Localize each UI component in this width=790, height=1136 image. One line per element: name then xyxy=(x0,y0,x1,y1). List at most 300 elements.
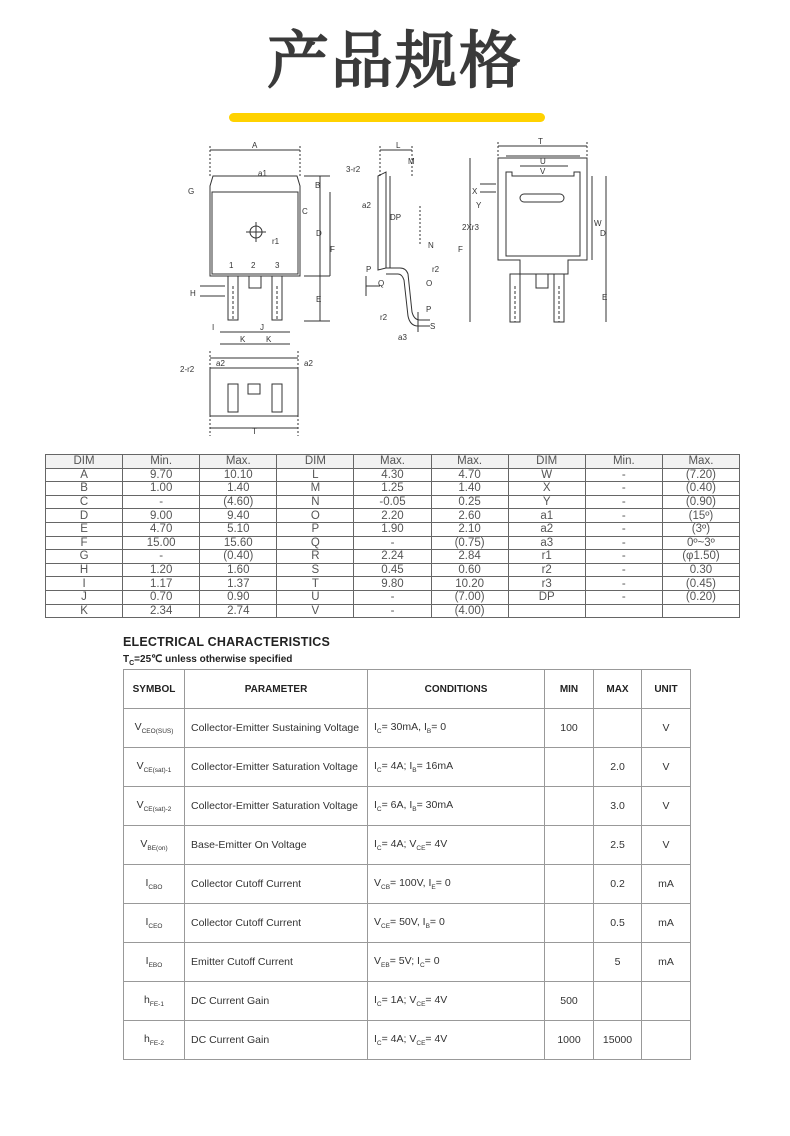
dimension-header-cell: DIM xyxy=(46,455,123,469)
dimension-cell: DP xyxy=(508,590,585,604)
condition-value: = 4A; xyxy=(381,1032,410,1045)
condition-symbol: V xyxy=(374,876,382,889)
dimension-cell: (3º) xyxy=(662,522,739,536)
symbol-cell xyxy=(124,1021,185,1060)
dimension-cell: 2.84 xyxy=(431,550,508,564)
dimension-cell: (φ1.50) xyxy=(662,550,739,564)
electrical-header-cell: MAX xyxy=(594,670,642,709)
dim-label-w: W xyxy=(594,219,602,228)
unit-cell: V xyxy=(642,748,691,787)
dim-label-m: M xyxy=(408,157,415,166)
max-cell: 15000 xyxy=(594,1021,642,1060)
condition-value: = 4A; xyxy=(381,837,410,850)
dim-label-f: F xyxy=(330,245,335,254)
dimension-cell: 4.30 xyxy=(354,468,431,482)
dim-label-s: S xyxy=(430,322,436,331)
condition-symbol: I xyxy=(423,720,427,733)
side-view xyxy=(366,146,433,332)
dimension-cell: (4.00) xyxy=(431,604,508,618)
electrical-row xyxy=(124,1021,691,1060)
min-cell xyxy=(545,943,594,982)
electrical-title: ELECTRICAL CHARACTERISTICS xyxy=(123,635,331,649)
dimension-cell: - xyxy=(585,590,662,604)
condition-subscript: C xyxy=(376,1001,382,1009)
dimension-cell: 10.20 xyxy=(431,577,508,591)
dimension-cell: (0.45) xyxy=(662,577,739,591)
symbol-subscript: CBO xyxy=(148,884,163,892)
dim-label-3r2: 3-r2 xyxy=(346,165,361,174)
dim-label-l: L xyxy=(396,141,401,150)
dimension-cell: - xyxy=(585,550,662,564)
dimension-cell: 0º~3º xyxy=(662,536,739,550)
condition-value: = 6A, xyxy=(381,798,410,811)
electrical-row xyxy=(124,904,691,943)
parameter-cell: Collector Cutoff Current xyxy=(185,904,368,943)
dimension-cell: 0.30 xyxy=(662,563,739,577)
dimension-cell: 2.34 xyxy=(123,604,200,618)
dim-label-a2: a2 xyxy=(362,201,371,210)
dimension-cell: 1.00 xyxy=(123,482,200,496)
condition-subscript: C xyxy=(376,1040,382,1048)
parameter-cell: Collector Cutoff Current xyxy=(185,865,368,904)
dimension-cell: F xyxy=(46,536,123,550)
condition-symbol: I xyxy=(374,837,377,850)
dimension-cell: 1.17 xyxy=(123,577,200,591)
condition-subscript: CE xyxy=(416,1001,426,1009)
dim-label-n: N xyxy=(428,241,434,250)
dimension-cell: 10.10 xyxy=(200,468,277,482)
dimension-cell: 2.20 xyxy=(354,509,431,523)
condition-subscript: E xyxy=(431,884,436,892)
dim-label-2xr3: 2Xr3 xyxy=(462,223,479,232)
dimension-cell: 4.70 xyxy=(123,522,200,536)
condition-symbol: V xyxy=(374,954,382,967)
dimension-cell: 0.45 xyxy=(354,563,431,577)
dimension-row xyxy=(46,482,740,496)
dimension-cell xyxy=(508,604,585,618)
parameter-cell: Collector-Emitter Saturation Voltage xyxy=(185,748,368,787)
dimension-row xyxy=(46,468,740,482)
max-cell: 5 xyxy=(594,943,642,982)
dimension-cell: a1 xyxy=(508,509,585,523)
dimension-cell: - xyxy=(585,577,662,591)
dim-label-b: B xyxy=(315,181,321,190)
dim-label-i: I xyxy=(212,323,215,332)
dimension-cell: (0.20) xyxy=(662,590,739,604)
unit-cell: mA xyxy=(642,943,691,982)
condition-symbol: I xyxy=(409,798,413,811)
dimension-row xyxy=(46,577,740,591)
dimension-cell: S xyxy=(277,563,354,577)
electrical-header-cell: SYMBOL xyxy=(124,670,185,709)
dimension-header-cell: Min. xyxy=(585,455,662,469)
condition-subscript: C xyxy=(376,728,382,736)
electrical-row xyxy=(124,943,691,982)
max-cell: 2.0 xyxy=(594,748,642,787)
condition-symbol: V xyxy=(409,1032,417,1045)
dimension-cell: P xyxy=(277,522,354,536)
dimension-cell: - xyxy=(123,550,200,564)
condition-subscript: C xyxy=(419,962,425,970)
dimension-cell: 0.90 xyxy=(200,590,277,604)
condition-symbol: I xyxy=(374,720,377,733)
condition-subscript: B xyxy=(412,767,417,775)
dimension-cell: - xyxy=(123,495,200,509)
dimension-cell: 0.25 xyxy=(431,495,508,509)
condition-symbol: I xyxy=(409,759,413,772)
dimension-cell: r1 xyxy=(508,550,585,564)
dimension-cell: 1.40 xyxy=(200,482,277,496)
dimension-header-cell: Max. xyxy=(431,455,508,469)
dimension-cell: H xyxy=(46,563,123,577)
package-outline-drawing xyxy=(180,136,620,436)
electrical-row xyxy=(124,865,691,904)
dimension-cell: Y xyxy=(508,495,585,509)
dimension-header-cell: Max. xyxy=(200,455,277,469)
condition-value: = 100V, xyxy=(390,876,429,889)
condition-value: = 4V xyxy=(425,837,448,850)
back-view xyxy=(470,142,606,322)
conditions-cell xyxy=(368,787,545,826)
condition-subscript: CE xyxy=(381,923,391,931)
electrical-header-cell: MIN xyxy=(545,670,594,709)
dimension-row xyxy=(46,495,740,509)
condition-subscript: CE xyxy=(416,845,426,853)
dimension-cell: r3 xyxy=(508,577,585,591)
min-cell xyxy=(545,904,594,943)
condition-subscript: CE xyxy=(416,1040,426,1048)
dimension-row xyxy=(46,536,740,550)
condition-symbol: I xyxy=(422,915,426,928)
dimension-cell: 9.40 xyxy=(200,509,277,523)
dimension-cell: (4.60) xyxy=(200,495,277,509)
dimension-cell: 9.80 xyxy=(354,577,431,591)
dimension-row xyxy=(46,563,740,577)
dimension-cell: (15º) xyxy=(662,509,739,523)
dimension-row xyxy=(46,604,740,618)
dimension-cell: 1.25 xyxy=(354,482,431,496)
condition-subscript: CB xyxy=(381,884,391,892)
dimension-cell xyxy=(662,604,739,618)
dimension-cell: 2.10 xyxy=(431,522,508,536)
dim-label-p2: P xyxy=(426,305,432,314)
symbol-subscript: CEO(SUS) xyxy=(141,728,174,736)
symbol-cell xyxy=(124,943,185,982)
dim-label-dp: DP xyxy=(390,213,402,222)
condition-symbol: I xyxy=(374,798,377,811)
dimension-cell: - xyxy=(354,590,431,604)
dim-label-y: Y xyxy=(476,201,482,210)
symbol-text: h xyxy=(144,993,150,1006)
dimension-header-cell: Max. xyxy=(354,455,431,469)
condition-value: = 5V; xyxy=(389,954,418,967)
symbol-subscript: BE(on) xyxy=(147,845,168,853)
dim-label-k: K xyxy=(240,335,246,344)
dimension-cell: N xyxy=(277,495,354,509)
dim-label-h: H xyxy=(190,289,196,298)
dimension-cell: G xyxy=(46,550,123,564)
min-cell: 1000 xyxy=(545,1021,594,1060)
dim-label-j: J xyxy=(260,323,264,332)
dimension-cell: - xyxy=(585,482,662,496)
conditions-cell xyxy=(368,865,545,904)
unit-cell xyxy=(642,982,691,1021)
symbol-cell xyxy=(124,826,185,865)
electrical-condition: $T_C=25℃$ unless otherwise specified xyxy=(123,654,293,667)
condition-value: = 1A; xyxy=(381,993,410,1006)
dimension-cell: E xyxy=(46,522,123,536)
symbol-text: I xyxy=(145,915,149,928)
pin-label-3: 3 xyxy=(275,261,280,270)
dimension-cell: I xyxy=(46,577,123,591)
dimension-cell: - xyxy=(354,604,431,618)
dimension-cell: V xyxy=(277,604,354,618)
conditions-cell xyxy=(368,826,545,865)
min-cell: 100 xyxy=(545,709,594,748)
electrical-row xyxy=(124,982,691,1021)
dimension-cell: - xyxy=(585,563,662,577)
electrical-table xyxy=(123,669,691,1060)
dimension-cell: a3 xyxy=(508,536,585,550)
electrical-row xyxy=(124,709,691,748)
dimension-cell: (0.90) xyxy=(662,495,739,509)
dimension-cell: M xyxy=(277,482,354,496)
condition-value: = 4V xyxy=(425,1032,448,1045)
dim-label-t: T xyxy=(538,137,543,146)
dimension-cell: 0.70 xyxy=(123,590,200,604)
symbol-cell xyxy=(124,865,185,904)
parameter-cell: Emitter Cutoff Current xyxy=(185,943,368,982)
condition-value: = 4A; xyxy=(381,759,410,772)
electrical-row xyxy=(124,826,691,865)
dimension-cell: (0.40) xyxy=(200,550,277,564)
dim-label-a3: a3 xyxy=(398,333,407,342)
max-cell: 3.0 xyxy=(594,787,642,826)
min-cell xyxy=(545,865,594,904)
conditions-cell xyxy=(368,709,545,748)
dimension-cell: O xyxy=(277,509,354,523)
min-cell xyxy=(545,748,594,787)
min-cell: 500 xyxy=(545,982,594,1021)
electrical-header-cell: CONDITIONS xyxy=(368,670,545,709)
symbol-text: V xyxy=(134,720,142,733)
dim-label-c: C xyxy=(302,207,308,216)
symbol-subscript: FE-1 xyxy=(149,1001,164,1009)
dimension-cell: 1.60 xyxy=(200,563,277,577)
symbol-subscript: FE-2 xyxy=(149,1040,164,1048)
condition-symbol: I xyxy=(428,876,432,889)
dimension-cell xyxy=(585,604,662,618)
dim-label-e2: E xyxy=(602,293,608,302)
symbol-cell xyxy=(124,709,185,748)
condition-symbol: V xyxy=(409,993,417,1006)
dimension-cell: X xyxy=(508,482,585,496)
symbol-text: I xyxy=(145,876,149,889)
electrical-header-row xyxy=(124,670,691,709)
symbol-cell xyxy=(124,748,185,787)
condition-value: = 0 xyxy=(424,954,440,967)
condition-subscript: C xyxy=(376,806,382,814)
dim-label-p: P xyxy=(366,265,372,274)
condition-subscript: B xyxy=(412,806,417,814)
dimension-cell: W xyxy=(508,468,585,482)
symbol-text: V xyxy=(140,837,148,850)
symbol-text: V xyxy=(136,759,144,772)
dimension-cell: 1.37 xyxy=(200,577,277,591)
dim-label-x: X xyxy=(472,187,478,196)
dimension-cell: 4.70 xyxy=(431,468,508,482)
unit-cell: mA xyxy=(642,865,691,904)
condition-symbol: V xyxy=(409,837,417,850)
dim-label-u: U xyxy=(540,157,546,166)
dim-label-d2: D xyxy=(600,229,606,238)
pin-label-2: 2 xyxy=(251,261,256,270)
conditions-cell xyxy=(368,943,545,982)
electrical-row xyxy=(124,787,691,826)
dimension-header-cell: DIM xyxy=(277,455,354,469)
symbol-subscript: CEO xyxy=(148,923,163,931)
unit-cell: V xyxy=(642,826,691,865)
dim-label-e: E xyxy=(316,295,322,304)
dimension-cell: 0.60 xyxy=(431,563,508,577)
unit-cell xyxy=(642,1021,691,1060)
conditions-cell xyxy=(368,904,545,943)
conditions-cell xyxy=(368,982,545,1021)
dimension-row xyxy=(46,509,740,523)
electrical-header-cell: UNIT xyxy=(642,670,691,709)
dimension-cell: - xyxy=(585,536,662,550)
symbol-text: V xyxy=(136,798,144,811)
dim-label-f2: F xyxy=(458,245,463,254)
condition-subscript: C xyxy=(376,767,382,775)
dimension-cell: -0.05 xyxy=(354,495,431,509)
condition-symbol: V xyxy=(374,915,382,928)
parameter-cell: Base-Emitter On Voltage xyxy=(185,826,368,865)
condition-value: = 16mA xyxy=(416,759,454,772)
dimension-header-row xyxy=(46,455,740,469)
condition-subscript: B xyxy=(426,728,432,736)
dimension-row xyxy=(46,522,740,536)
dimension-cell: 2.74 xyxy=(200,604,277,618)
symbol-subscript: CE(sat)-2 xyxy=(143,806,172,814)
dimension-cell: 2.60 xyxy=(431,509,508,523)
dimension-cell: - xyxy=(585,509,662,523)
symbol-subscript: CE(sat)-1 xyxy=(143,767,172,775)
dimension-cell: 15.00 xyxy=(123,536,200,550)
max-cell: 2.5 xyxy=(594,826,642,865)
dimension-cell: 2.24 xyxy=(354,550,431,564)
dimension-row xyxy=(46,590,740,604)
dimension-cell: 1.90 xyxy=(354,522,431,536)
dimension-cell: R xyxy=(277,550,354,564)
conditions-cell xyxy=(368,1021,545,1060)
dimension-row xyxy=(46,550,740,564)
parameter-cell: Collector-Emitter Sustaining Voltage xyxy=(185,709,368,748)
dimension-cell: 1.40 xyxy=(431,482,508,496)
condition-subscript: B xyxy=(425,923,430,931)
dimension-cell: J xyxy=(46,590,123,604)
symbol-cell xyxy=(124,787,185,826)
dimension-cell: L xyxy=(277,468,354,482)
dim-label-2r2: 2-r2 xyxy=(180,365,195,374)
dim-label-a2c: a2 xyxy=(304,359,313,368)
dim-label-r1: r1 xyxy=(272,237,280,246)
dim-label-r2: r2 xyxy=(432,265,440,274)
dimension-cell: U xyxy=(277,590,354,604)
dimension-cell: (7.20) xyxy=(662,468,739,482)
dimension-cell: - xyxy=(585,522,662,536)
dim-label-t2: T xyxy=(252,427,257,436)
dim-label-a1: a1 xyxy=(258,169,267,178)
dimension-cell: 15.60 xyxy=(200,536,277,550)
condition-value: = 4V xyxy=(425,993,448,1006)
parameter-cell: Collector-Emitter Saturation Voltage xyxy=(185,787,368,826)
max-cell xyxy=(594,709,642,748)
electrical-header-cell: PARAMETER xyxy=(185,670,368,709)
condition-value: = 0 xyxy=(431,720,447,733)
dim-label-a: A xyxy=(252,141,258,150)
condition-value: = 50V, xyxy=(390,915,423,928)
dimension-cell: (7.00) xyxy=(431,590,508,604)
max-cell: 0.2 xyxy=(594,865,642,904)
dimension-cell: 9.00 xyxy=(123,509,200,523)
dimension-cell: (0.75) xyxy=(431,536,508,550)
symbol-text: I xyxy=(145,954,149,967)
pin-label-1: 1 xyxy=(229,261,234,270)
dimension-header-cell: Min. xyxy=(123,455,200,469)
dimension-cell: - xyxy=(585,468,662,482)
dimension-cell: D xyxy=(46,509,123,523)
condition-subscript: EB xyxy=(381,962,390,970)
dimension-header-cell: Max. xyxy=(662,455,739,469)
symbol-subscript: EBO xyxy=(148,962,163,970)
dimension-cell: K xyxy=(46,604,123,618)
condition-value: = 30mA xyxy=(416,798,454,811)
dimension-cell: 5.10 xyxy=(200,522,277,536)
dimension-cell: - xyxy=(354,536,431,550)
symbol-cell xyxy=(124,904,185,943)
dimension-cell: A xyxy=(46,468,123,482)
dim-label-v: V xyxy=(540,167,546,176)
dim-label-k2: K xyxy=(266,335,272,344)
page-title: 产品规格 xyxy=(266,24,523,97)
dim-label-o: O xyxy=(426,279,433,288)
dim-label-r2b: r2 xyxy=(380,313,388,322)
condition-symbol: I xyxy=(374,759,377,772)
dim-label-q: Q xyxy=(378,279,385,288)
dimension-header-cell: DIM xyxy=(508,455,585,469)
dim-label-g: G xyxy=(188,187,195,196)
unit-cell: mA xyxy=(642,904,691,943)
condition-value: = 30mA, xyxy=(381,720,424,733)
max-cell xyxy=(594,982,642,1021)
unit-cell: V xyxy=(642,709,691,748)
min-cell xyxy=(545,787,594,826)
condition-value: = 0 xyxy=(435,876,451,889)
conditions-cell xyxy=(368,748,545,787)
parameter-cell: DC Current Gain xyxy=(185,1021,368,1060)
dimension-cell: 1.20 xyxy=(123,563,200,577)
electrical-row xyxy=(124,748,691,787)
title-underline xyxy=(229,113,545,122)
dimension-cell: Q xyxy=(277,536,354,550)
parameter-cell: DC Current Gain xyxy=(185,982,368,1021)
dimension-cell: r2 xyxy=(508,563,585,577)
condition-symbol: I xyxy=(374,993,377,1006)
condition-value: = 0 xyxy=(429,915,445,928)
dimension-cell: - xyxy=(585,495,662,509)
condition-subscript: C xyxy=(376,845,382,853)
